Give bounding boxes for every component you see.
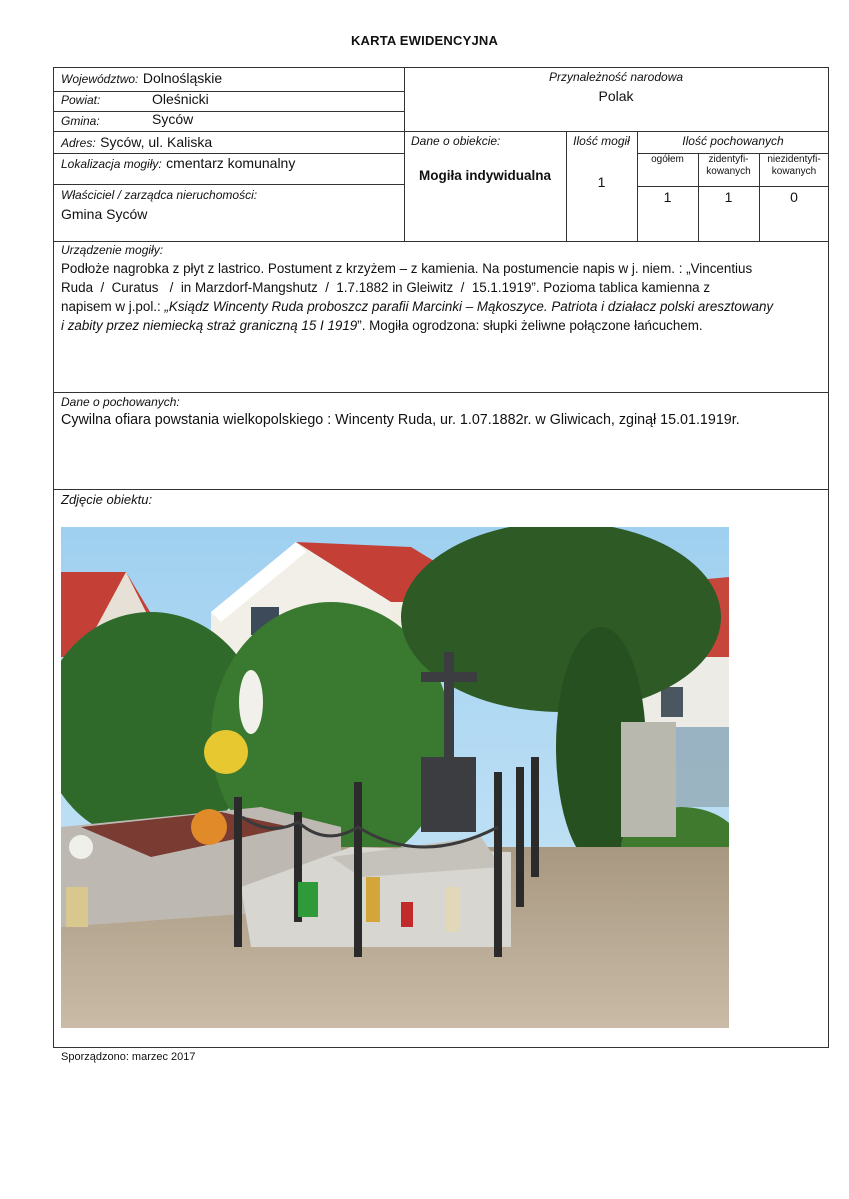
device-line-4	[61, 316, 827, 335]
location-label: Lokalizacja mogiły:	[61, 157, 162, 171]
voivodeship-row	[61, 70, 222, 88]
buried-identified-value: 1	[724, 189, 733, 205]
buried-total-label: ogółem	[651, 154, 684, 165]
device-line-4-plain: ”. Mogiła ogrodzona: słupki żeliwne połączone łańcuchem.	[357, 318, 703, 333]
nationality-label: Przynależność narodowa	[548, 70, 684, 84]
device-line-3	[61, 297, 827, 316]
buried-total-value: 1	[663, 189, 672, 205]
buried-identified-label	[698, 154, 759, 178]
buried-unidentified-label	[759, 154, 829, 178]
buried-unidentified-value: 0	[790, 189, 798, 205]
county-value: Oleśnicki	[152, 91, 209, 107]
graves-value: 1	[597, 174, 606, 190]
photo-label: Zdjęcie obiektu:	[61, 492, 153, 507]
device-label: Urządzenie mogiły:	[61, 243, 164, 257]
device-inscription-part-1: „Ksiądz Wincenty Ruda proboszcz parafii Marcinki – Mąkoszyce. Patriota i działacz polski aresztowany	[164, 299, 774, 314]
address-value: Syców, ul. Kaliska	[100, 134, 213, 150]
unidentified-label-line-2: kowanych	[771, 166, 817, 177]
owner-value: Gmina Syców	[61, 206, 148, 222]
device-line-3-plain: napisem w j.pol.:	[61, 299, 165, 314]
device-line-1: Podłoże nagrobka z płyt z lastrico. Postument z krzyżem – z kamienia. Na postumencie napis w j. niem. : „Vincentius	[61, 261, 753, 276]
county-label: Powiat:	[61, 93, 101, 107]
commune-label: Gmina:	[61, 114, 100, 128]
buried-data-value: Cywilna ofiara powstania wielkopolskiego : Wincenty Ruda, ur. 1.07.1882r. w Gliwicach, zginął 15.01.1919r.	[61, 412, 740, 428]
footer-prepared-date: Sporządzono: marzec 2017	[61, 1051, 196, 1063]
nationality-value: Polak	[598, 88, 634, 104]
location-row	[61, 155, 295, 173]
graves-label: Ilość mogił	[573, 134, 630, 148]
device-description	[61, 259, 827, 335]
voivodeship-label: Województwo:	[61, 72, 139, 86]
object-label: Dane o obiekcie:	[411, 134, 501, 148]
identified-label-line-1: zidentyfi-	[708, 154, 749, 165]
address-label: Adres:	[61, 136, 96, 150]
location-value: cmentarz komunalny	[166, 155, 296, 171]
identified-label-line-2: kowanych	[706, 166, 751, 177]
voivodeship-value: Dolnośląskie	[142, 70, 223, 86]
commune-value: Syców	[152, 111, 194, 127]
owner-label: Właściciel / zarządca nieruchomości:	[61, 188, 258, 202]
address-row	[61, 134, 212, 152]
unidentified-label-line-1: niezidentyfi-	[767, 154, 821, 165]
device-inscription-part-2: i zabity przez niemiecką straż graniczną 15 I 1919	[61, 318, 358, 333]
device-line-2: Ruda / Curatus / in Marzdorf-Mangshutz / 1.7.1882 in Gleiwitz / 15.1.1919”. Pozioma tablica kamienna z	[61, 280, 711, 295]
buried-count-label: Ilość pochowanych	[682, 134, 784, 148]
grave-photo	[61, 527, 729, 1028]
buried-data-label: Dane o pochowanych:	[61, 395, 180, 409]
object-value: Mogiła indywidualna	[418, 168, 551, 183]
document-title: KARTA EWIDENCYJNA	[350, 33, 499, 48]
